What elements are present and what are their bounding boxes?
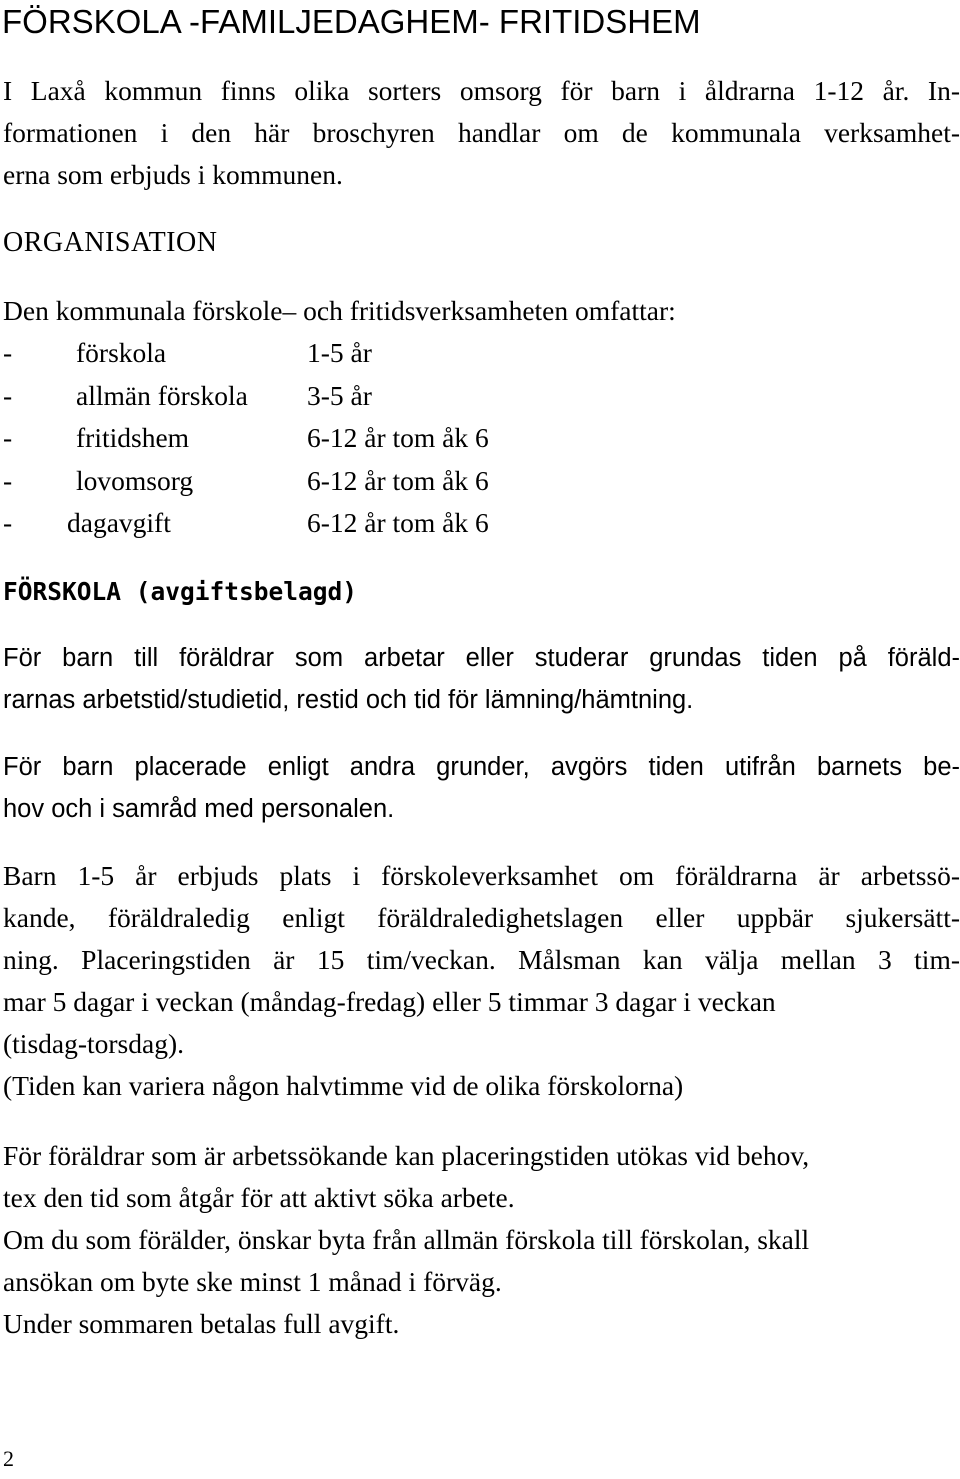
paragraph-line: tex den tid som åtgår för att aktivt söka arbete. [3, 1182, 515, 1213]
intro-line: formationen i den här broschyren handlar om de kommunala verksamhet- [3, 117, 960, 148]
page-title: FÖRSKOLA -FAMILJEDAGHEM- FRITIDSHEM [2, 3, 701, 40]
forskola-paragraph-2 [3, 746, 960, 830]
list-item [3, 460, 703, 503]
paragraph-line: kande, föräldraledig enligt föräldraledighetslagen eller uppbär sjukersätt- [3, 902, 960, 933]
organisation-lead [3, 290, 960, 332]
list-item [3, 332, 703, 375]
paragraph-line: ansökan om byte ske minst 1 månad i förväg. [3, 1266, 502, 1297]
list-dash: - [3, 422, 13, 453]
list-dash: - [3, 464, 13, 496]
list-item-age: 1-5 år [307, 337, 372, 368]
intro-line: erna som erbjuds i kommunen. [3, 159, 343, 190]
forskola-paragraph-1 [3, 637, 960, 721]
paragraph-line: För barn placerade enligt andra grunder, avgörs tiden utifrån barnets be- [3, 753, 960, 781]
paragraph-line: För barn till föräldrar som arbetar eller studerar grundas tiden på föräld- [3, 644, 960, 672]
list-item-name: lovomsorg [76, 464, 194, 496]
organisation-lead-text: Den kommunala förskole– och fritidsverksamheten omfattar: [3, 295, 676, 326]
paragraph-line: ning. Placeringstiden är 15 tim/veckan. Målsman kan välja mellan 3 tim- [3, 944, 960, 975]
list-item-name: allmän förskola [76, 379, 248, 411]
paragraph-line: För föräldrar som är arbetssökande kan placeringstiden utökas vid behov, [3, 1140, 810, 1171]
forskola-paragraph-4 [3, 1135, 960, 1345]
list-dash: - [3, 507, 13, 538]
list-item-name: förskola [76, 337, 167, 368]
list-item [3, 502, 703, 545]
paragraph-line: rarnas arbetstid/studietid, restid och tid för lämning/hämtning. [3, 686, 694, 714]
list-item-name: fritidshem [76, 422, 190, 453]
paragraph-line: hov och i samråd med personalen. [3, 795, 395, 823]
list-item-age: 6-12 år tom åk 6 [307, 464, 489, 496]
page-number: 2 [3, 1446, 14, 1471]
list-item-age: 3-5 år [307, 379, 372, 411]
list-item [3, 417, 703, 460]
list-dash: - [3, 379, 13, 411]
forskola-paragraph-3 [3, 855, 960, 1107]
paragraph-line: Barn 1-5 år erbjuds plats i förskoleverksamhet om föräldrarna är arbetssö- [3, 860, 960, 891]
paragraph-line: Under sommaren betalas full avgift. [3, 1308, 400, 1339]
list-item [3, 375, 703, 418]
intro-paragraph [3, 70, 960, 196]
paragraph-line: mar 5 dagar i veckan (måndag-fredag) eller 5 timmar 3 dagar i veckan [3, 986, 776, 1017]
paragraph-line: Om du som förälder, önskar byta från allmän förskola till förskolan, skall [3, 1224, 810, 1255]
intro-line: I Laxå kommun finns olika sorters omsorg för barn i åldrarna 1-12 år. In- [3, 75, 960, 106]
organisation-heading: ORGANISATION [3, 227, 218, 258]
forskola-heading: FÖRSKOLA (avgiftsbelagd) [3, 577, 358, 606]
paragraph-line: (Tiden kan variera någon halvtimme vid de olika förskolorna) [3, 1070, 684, 1101]
list-item-age: 6-12 år tom åk 6 [307, 422, 489, 453]
list-item-age: 6-12 år tom åk 6 [307, 507, 489, 538]
list-dash: - [3, 337, 13, 368]
paragraph-line: (tisdag-torsdag). [3, 1028, 184, 1059]
list-item-name: dagavgift [67, 507, 171, 538]
organisation-list [3, 332, 703, 545]
